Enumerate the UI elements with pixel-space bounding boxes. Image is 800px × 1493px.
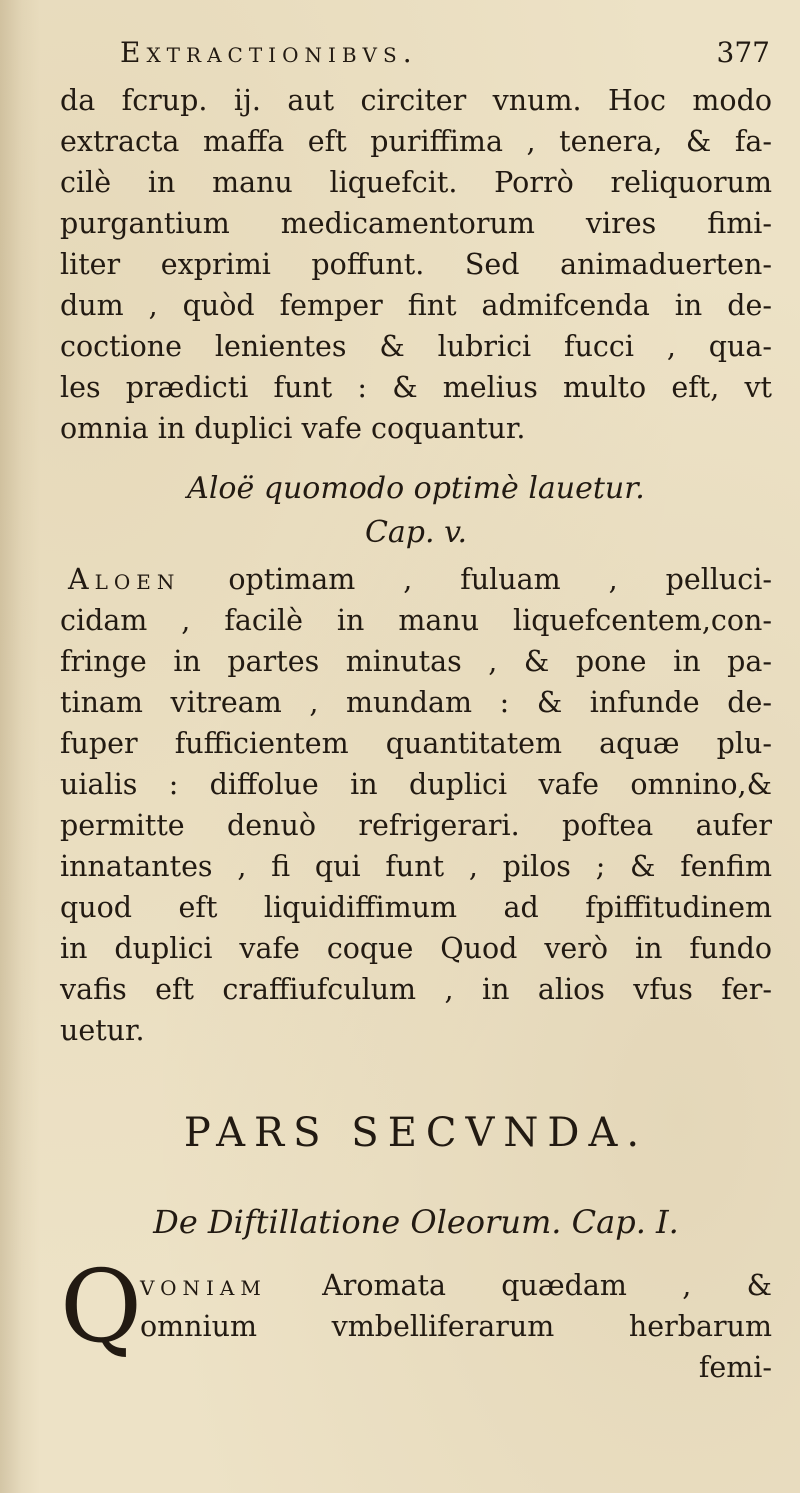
page-number: 377 [716, 36, 770, 69]
text-line: liter exprimi poffunt. Sed animaduerten- [60, 248, 772, 281]
text-line: cilè in manu liquefcit. Porrò reliquorum [60, 166, 772, 199]
text-line: innatantes , fi qui funt , pilos ; & fenfim [60, 850, 772, 883]
text-line: permitte denuò refrigerari. poftea aufer [60, 809, 772, 842]
text-line: omnia in duplici vafe coquantur. [60, 412, 526, 445]
text-line: omnium vmbelliferarum herbarum [140, 1310, 772, 1343]
chapter-number: Cap. v. [364, 515, 468, 550]
text-line: tinam vitream , mundam : & infunde de- [60, 686, 772, 719]
text-line: cidam , facilè in manu liquefcentem,con- [60, 604, 772, 637]
initial-word: Aloen [68, 563, 181, 596]
text-line: dum , quòd femper fint admifcenda in de- [60, 289, 772, 322]
line-rest: optimam , fuluam , pelluci- [228, 563, 772, 596]
text-line: da fcrup. ij. aut circiter vnum. Hoc modo [60, 84, 772, 117]
part-heading: PARS SECVNDA. [183, 1110, 649, 1156]
chapter-title: Aloë quomodo optimè lauetur. [187, 471, 645, 506]
page-header [120, 36, 770, 76]
text-line: fuper fufficientem quantitatem aquæ plu- [60, 727, 772, 760]
line-rest: Aromata quædam , & [322, 1269, 772, 1302]
text-line: les prædicti funt : & melius multo eft, vt [60, 371, 772, 404]
paragraph-extraction [60, 80, 772, 449]
paragraph-aloe [60, 559, 772, 1051]
text-line: uetur. [60, 1014, 145, 1047]
text-line: in duplici vafe coque Quod verò in fundo [60, 932, 772, 965]
text-line: extracta maffa eft puriffima , tenera, & fa- [60, 125, 772, 158]
text-line [60, 559, 772, 600]
text-line: quod eft liquidiffimum ad fpiffitudinem [60, 891, 772, 924]
running-title: Extractionibvs. [120, 36, 418, 69]
dropcap-lines [140, 1265, 772, 1388]
initial-word: voniam [140, 1269, 267, 1302]
drop-cap: Q [60, 1248, 142, 1365]
catchword: femi- [698, 1351, 772, 1384]
text-line: fringe in partes minutas , & pone in pa- [60, 645, 772, 678]
text-line: uialis : diffolue in duplici vafe omnino,& [60, 768, 772, 801]
text-line: vafis eft craffiufculum , in alios vfus fer- [60, 973, 772, 1006]
text-line [140, 1265, 772, 1306]
chapter-title: De Diftillatione Oleorum. Cap. I. [153, 1203, 679, 1241]
page-body [60, 80, 772, 1405]
text-line: coctione lenientes & lubrici fucci , qua- [60, 330, 772, 363]
text-line: purgantium medicamentorum vires fimi- [60, 207, 772, 240]
paragraph-distillation [60, 1248, 772, 1405]
